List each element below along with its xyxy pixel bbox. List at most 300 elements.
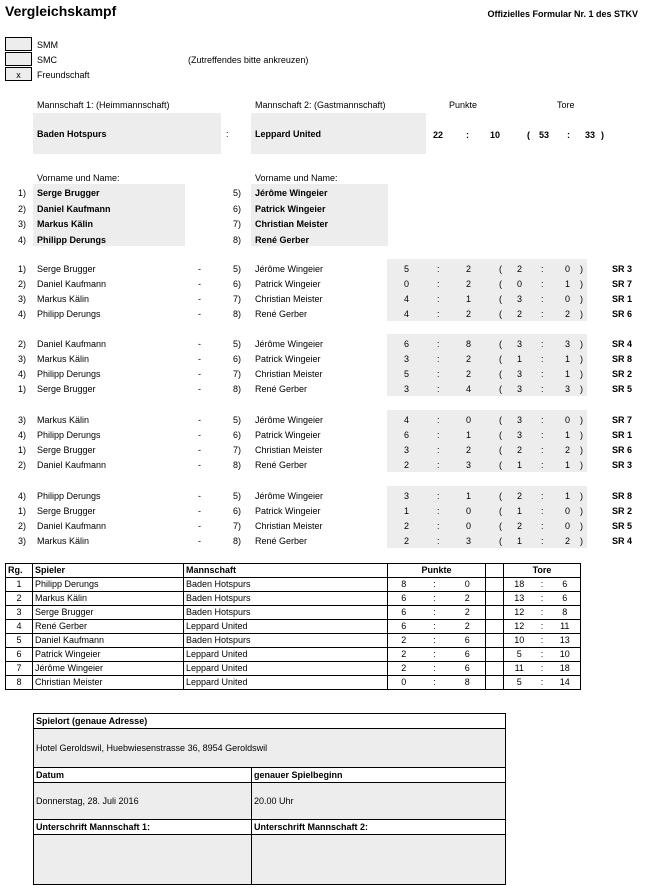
match-home-number: 3)	[18, 415, 27, 425]
match-away-number: 7)	[233, 294, 242, 304]
match-goals-close: )	[580, 279, 583, 289]
match-dash: -	[198, 279, 201, 289]
match-goals-sep: :	[541, 536, 544, 546]
match-home-player: Daniel Kaufmann	[37, 279, 107, 289]
date-field[interactable]: Donnerstag, 28. Juli 2016	[34, 783, 252, 820]
player-cell: Christian Meister	[33, 676, 184, 690]
start-label: genauer Spielbeginn	[252, 768, 506, 783]
match-goals-close: )	[580, 384, 583, 394]
match-points-away[interactable]: 0	[466, 506, 472, 516]
points-label: Punkte	[449, 100, 478, 110]
goals-away-cell: 6	[550, 592, 581, 606]
match-goals-home[interactable]: 3	[517, 415, 523, 425]
match-goals-close: )	[580, 415, 583, 425]
points-home: 22	[433, 130, 444, 140]
match-away-player: Jérôme Wingeier	[255, 264, 324, 274]
match-points-sep: :	[437, 506, 440, 516]
match-goals-sep: :	[541, 491, 544, 501]
match-dash: -	[198, 309, 201, 319]
form-label: Offizielles Formular Nr. 1 des STKV	[487, 9, 638, 19]
match-home-player: Serge Brugger	[37, 445, 96, 455]
spacer-cell	[486, 648, 504, 662]
roster-home-player: Serge Brugger	[37, 188, 100, 198]
match-points-away[interactable]: 4	[466, 384, 472, 394]
match-referee: SR 7	[612, 415, 633, 425]
checkbox-smc[interactable]	[5, 52, 32, 66]
points-sep-cell: :	[420, 662, 450, 676]
goals-away-cell: 8	[550, 606, 581, 620]
rank-cell: 5	[6, 634, 33, 648]
points-away-cell: 6	[450, 634, 486, 648]
team-separator: :	[226, 129, 229, 139]
goals-home-cell: 5	[504, 676, 535, 690]
goals-away-cell: 13	[550, 634, 581, 648]
round-score-field[interactable]	[387, 259, 587, 321]
match-goals-open: (	[499, 279, 502, 289]
match-home-player: Philipp Derungs	[37, 430, 101, 440]
match-points-away[interactable]: 1	[466, 294, 472, 304]
match-goals-away[interactable]: 0	[565, 521, 571, 531]
sign1-label: Unterschrift Mannschaft 1:	[34, 820, 252, 835]
match-points-home[interactable]: 3	[404, 354, 410, 364]
match-home-number: 4)	[18, 369, 27, 379]
points-home-cell: 6	[388, 620, 420, 634]
goals-home-cell: 12	[504, 606, 535, 620]
match-home-number: 1)	[18, 264, 27, 274]
rank-cell: 7	[6, 662, 33, 676]
match-points-home[interactable]: 2	[404, 536, 410, 546]
match-home-number: 2)	[18, 339, 27, 349]
match-goals-open: (	[499, 460, 502, 470]
match-goals-sep: :	[541, 309, 544, 319]
match-home-player: Markus Kälin	[37, 415, 90, 425]
sign1-field[interactable]	[34, 835, 252, 885]
goals-home-cell: 11	[504, 662, 535, 676]
match-goals-home[interactable]: 2	[517, 264, 523, 274]
match-points-sep: :	[437, 354, 440, 364]
roster-home-player: Philipp Derungs	[37, 234, 107, 245]
points-sep-cell: :	[420, 592, 450, 606]
round-score-field[interactable]	[387, 486, 587, 548]
match-home-number: 4)	[18, 430, 27, 440]
match-goals-open: (	[499, 339, 502, 349]
match-points-home[interactable]: 6	[404, 430, 410, 440]
match-points-away[interactable]: 2	[466, 309, 472, 319]
match-home-number: 2)	[18, 521, 27, 531]
player-cell: Philipp Derungs	[33, 578, 184, 592]
match-home-player: Daniel Kaufmann	[37, 460, 107, 470]
match-goals-open: (	[499, 264, 502, 274]
match-referee: SR 5	[612, 521, 633, 531]
player-cell: Patrick Wingeier	[33, 648, 184, 662]
match-home-number: 1)	[18, 384, 27, 394]
match-points-sep: :	[437, 339, 440, 349]
match-away-number: 5)	[233, 264, 242, 274]
match-away-number: 7)	[233, 521, 242, 531]
match-goals-close: )	[580, 354, 583, 364]
match-dash: -	[198, 339, 201, 349]
match-referee: SR 4	[612, 536, 633, 546]
match-away-player: Christian Meister	[255, 369, 323, 379]
match-goals-open: (	[499, 430, 502, 440]
match-points-sep: :	[437, 536, 440, 546]
match-home-player: Markus Kälin	[37, 536, 90, 546]
match-away-number: 5)	[233, 415, 242, 425]
match-referee: SR 8	[612, 491, 633, 501]
match-goals-open: (	[499, 506, 502, 516]
match-points-away[interactable]: 2	[466, 354, 472, 364]
goals-away-cell: 14	[550, 676, 581, 690]
match-goals-open: (	[499, 536, 502, 546]
match-goals-away[interactable]: 2	[565, 309, 571, 319]
roster-home-player: Daniel Kaufmann	[37, 203, 111, 214]
match-away-number: 6)	[233, 279, 242, 289]
match-goals-away[interactable]: 1	[565, 460, 571, 470]
match-goals-sep: :	[541, 460, 544, 470]
match-goals-away[interactable]: 1	[565, 354, 571, 364]
checkbox-freundschaft[interactable]: x	[5, 67, 32, 81]
match-goals-home[interactable]: 1	[517, 536, 523, 546]
checkbox-smm[interactable]	[5, 37, 32, 51]
spacer-cell	[486, 606, 504, 620]
instruction-text: (Zutreffendes bitte ankreuzen)	[188, 55, 309, 65]
points-away-cell: 8	[450, 676, 486, 690]
match-goals-home[interactable]: 3	[517, 294, 523, 304]
match-points-home[interactable]: 0	[404, 279, 410, 289]
match-away-number: 5)	[233, 339, 242, 349]
match-points-home[interactable]: 4	[404, 415, 410, 425]
ranking-row	[6, 606, 581, 620]
match-home-player: Daniel Kaufmann	[37, 339, 107, 349]
team1-label: Mannschaft 1: (Heimmannschaft)	[37, 100, 170, 110]
match-home-player: Markus Kälin	[37, 294, 90, 304]
match-goals-open: (	[499, 521, 502, 531]
roster-home-number: 4)	[18, 234, 27, 245]
ranking-row	[6, 620, 581, 634]
match-referee: SR 6	[612, 445, 633, 455]
match-home-number: 2)	[18, 460, 27, 470]
match-home-number: 3)	[18, 294, 27, 304]
match-away-number: 8)	[233, 384, 242, 394]
match-referee: SR 8	[612, 354, 633, 364]
points-sep-cell: :	[420, 634, 450, 648]
match-home-player: Daniel Kaufmann	[37, 521, 107, 531]
match-goals-close: )	[580, 506, 583, 516]
ranking-row	[6, 578, 581, 592]
match-home-number: 1)	[18, 445, 27, 455]
match-points-away[interactable]: 3	[466, 460, 472, 470]
rank-cell: 3	[6, 606, 33, 620]
team-cell: Baden Hotspurs	[184, 578, 388, 592]
page-title: Vergleichskampf	[5, 3, 117, 19]
goals-sep-cell: :	[535, 634, 550, 648]
match-away-number: 6)	[233, 430, 242, 440]
round-score-field[interactable]	[387, 410, 587, 472]
match-goals-open: (	[499, 369, 502, 379]
points-home-cell: 2	[388, 662, 420, 676]
match-points-home[interactable]: 5	[404, 264, 410, 274]
player-header: Spieler	[33, 564, 184, 578]
match-points-sep: :	[437, 415, 440, 425]
match-points-away[interactable]: 2	[466, 264, 472, 274]
goals-sep-cell: :	[535, 648, 550, 662]
player-cell: René Gerber	[33, 620, 184, 634]
match-goals-home[interactable]: 1	[517, 460, 523, 470]
team-cell: Baden Hotspurs	[184, 592, 388, 606]
ranking-row	[6, 634, 581, 648]
points-home-cell: 2	[388, 648, 420, 662]
player-cell: Daniel Kaufmann	[33, 634, 184, 648]
match-points-away[interactable]: 2	[466, 369, 472, 379]
match-goals-away[interactable]: 0	[565, 506, 571, 516]
match-goals-away[interactable]: 0	[565, 264, 571, 274]
match-points-home[interactable]: 5	[404, 369, 410, 379]
match-goals-close: )	[580, 491, 583, 501]
location-label: Spielort (genaue Adresse)	[34, 714, 506, 729]
match-points-home[interactable]: 4	[404, 294, 410, 304]
match-goals-away[interactable]: 2	[565, 536, 571, 546]
match-referee: SR 3	[612, 460, 633, 470]
match-away-number: 6)	[233, 506, 242, 516]
match-points-sep: :	[437, 491, 440, 501]
sign2-label: Unterschrift Mannschaft 2:	[252, 820, 506, 835]
match-referee: SR 4	[612, 339, 633, 349]
match-goals-sep: :	[541, 294, 544, 304]
match-goals-home[interactable]: 3	[517, 430, 523, 440]
match-goals-sep: :	[541, 445, 544, 455]
match-points-home[interactable]: 2	[404, 521, 410, 531]
match-goals-home[interactable]: 2	[517, 491, 523, 501]
match-goals-away[interactable]: 2	[565, 445, 571, 455]
match-points-home[interactable]: 3	[404, 445, 410, 455]
match-goals-close: )	[580, 369, 583, 379]
match-goals-home[interactable]: 3	[517, 384, 523, 394]
match-goals-close: )	[580, 430, 583, 440]
match-away-number: 5)	[233, 491, 242, 501]
match-referee: SR 3	[612, 264, 633, 274]
match-goals-close: )	[580, 445, 583, 455]
round-score-field[interactable]	[387, 334, 587, 396]
match-away-player: Patrick Wingeier	[255, 506, 321, 516]
match-away-number: 7)	[233, 369, 242, 379]
match-goals-away[interactable]: 0	[565, 294, 571, 304]
match-home-player: Serge Brugger	[37, 264, 96, 274]
goals-sep-cell: :	[535, 662, 550, 676]
match-points-sep: :	[437, 309, 440, 319]
rank-cell: 4	[6, 620, 33, 634]
points-home-cell: 0	[388, 676, 420, 690]
match-goals-away[interactable]: 3	[565, 339, 571, 349]
match-points-sep: :	[437, 460, 440, 470]
match-home-player: Philipp Derungs	[37, 491, 101, 501]
match-away-player: René Gerber	[255, 384, 308, 394]
team-cell: Leppard United	[184, 676, 388, 690]
match-points-sep: :	[437, 445, 440, 455]
goals-header: Tore	[504, 564, 581, 578]
match-goals-close: )	[580, 460, 583, 470]
rank-cell: 1	[6, 578, 33, 592]
match-goals-close: )	[580, 294, 583, 304]
match-referee: SR 1	[612, 294, 633, 304]
match-goals-home[interactable]: 2	[517, 521, 523, 531]
match-goals-home[interactable]: 1	[517, 506, 523, 516]
goals-away-cell: 10	[550, 648, 581, 662]
spacer-cell	[486, 592, 504, 606]
match-away-player: Jérôme Wingeier	[255, 339, 324, 349]
match-away-number: 6)	[233, 354, 242, 364]
roster-home-label: Vorname und Name:	[37, 173, 120, 183]
goals-home-cell: 5	[504, 648, 535, 662]
match-points-home[interactable]: 1	[404, 506, 410, 516]
roster-away-player: Jérôme Wingeier	[255, 188, 328, 198]
match-goals-sep: :	[541, 279, 544, 289]
match-goals-home[interactable]: 1	[517, 354, 523, 364]
goals-sep-cell: :	[535, 606, 550, 620]
team-cell: Baden Hotspurs	[184, 634, 388, 648]
spacer-cell	[486, 662, 504, 676]
label-freundschaft: Freundschaft	[37, 70, 90, 80]
label-smm: SMM	[37, 40, 58, 50]
roster-away-player: Christian Meister	[255, 219, 329, 229]
points-away-cell: 0	[450, 578, 486, 592]
location-field[interactable]: Hotel Geroldswil, Huebwiesenstrasse 36, 8954 Geroldswil	[34, 729, 506, 768]
match-away-number: 8)	[233, 309, 242, 319]
rank-header: Rg.	[6, 564, 33, 578]
goals-home-cell: 12	[504, 620, 535, 634]
points-sep-cell: :	[420, 620, 450, 634]
ranking-table	[5, 563, 581, 690]
match-home-number: 4)	[18, 491, 27, 501]
goals-sep-cell: :	[535, 676, 550, 690]
goals-open: (	[527, 130, 530, 140]
points-home-cell: 6	[388, 606, 420, 620]
match-points-home[interactable]: 6	[404, 339, 410, 349]
match-goals-home[interactable]: 2	[517, 445, 523, 455]
match-points-away[interactable]: 1	[466, 430, 472, 440]
match-dash: -	[198, 536, 201, 546]
match-dash: -	[198, 445, 201, 455]
rank-cell: 2	[6, 592, 33, 606]
roster-away-player: Patrick Wingeier	[255, 203, 326, 214]
match-points-away[interactable]: 0	[466, 415, 472, 425]
roster-away-player: René Gerber	[255, 234, 310, 245]
match-points-away[interactable]: 3	[466, 536, 472, 546]
match-dash: -	[198, 430, 201, 440]
match-goals-open: (	[499, 445, 502, 455]
label-smc: SMC	[37, 55, 57, 65]
match-away-player: Patrick Wingeier	[255, 354, 321, 364]
roster-away-number: 6)	[233, 203, 242, 214]
match-points-away[interactable]: 1	[466, 491, 472, 501]
match-goals-away[interactable]: 1	[565, 430, 571, 440]
match-goals-away[interactable]: 1	[565, 491, 571, 501]
points-home-cell: 2	[388, 634, 420, 648]
points-sep-cell: :	[420, 676, 450, 690]
spacer-cell	[486, 578, 504, 592]
match-goals-open: (	[499, 415, 502, 425]
start-field[interactable]: 20.00 Uhr	[252, 783, 506, 820]
match-goals-home[interactable]: 3	[517, 339, 523, 349]
match-away-number: 8)	[233, 460, 242, 470]
match-points-away[interactable]: 0	[466, 521, 472, 531]
sign2-field[interactable]	[252, 835, 506, 885]
match-away-player: René Gerber	[255, 536, 308, 546]
points-header: Punkte	[388, 564, 486, 578]
match-points-home[interactable]: 3	[404, 384, 410, 394]
match-points-away[interactable]: 8	[466, 339, 472, 349]
points-sep-cell: :	[420, 648, 450, 662]
match-goals-home[interactable]: 2	[517, 309, 523, 319]
match-home-player: Serge Brugger	[37, 384, 96, 394]
match-goals-close: )	[580, 264, 583, 274]
points-sep-cell: :	[420, 578, 450, 592]
match-points-home[interactable]: 3	[404, 491, 410, 501]
ranking-header	[6, 564, 581, 578]
match-dash: -	[198, 369, 201, 379]
match-goals-home[interactable]: 0	[517, 279, 523, 289]
player-cell: Jérôme Wingeier	[33, 662, 184, 676]
match-goals-away[interactable]: 3	[565, 384, 571, 394]
match-away-player: Patrick Wingeier	[255, 430, 321, 440]
match-goals-open: (	[499, 354, 502, 364]
match-goals-home[interactable]: 3	[517, 369, 523, 379]
match-dash: -	[198, 294, 201, 304]
roster-away-number: 7)	[233, 219, 242, 229]
rank-cell: 8	[6, 676, 33, 690]
spacer-cell	[486, 676, 504, 690]
match-goals-away[interactable]: 0	[565, 415, 571, 425]
match-goals-open: (	[499, 384, 502, 394]
match-referee: SR 6	[612, 309, 633, 319]
points-away-cell: 6	[450, 648, 486, 662]
match-goals-close: )	[580, 339, 583, 349]
match-away-number: 7)	[233, 445, 242, 455]
goals-home-cell: 10	[504, 634, 535, 648]
goals-away-cell: 6	[550, 578, 581, 592]
points-home-cell: 6	[388, 592, 420, 606]
match-dash: -	[198, 384, 201, 394]
match-dash: -	[198, 506, 201, 516]
match-dash: -	[198, 460, 201, 470]
match-goals-close: )	[580, 309, 583, 319]
match-points-sep: :	[437, 264, 440, 274]
goals-home-cell: 18	[504, 578, 535, 592]
goals-sep: :	[567, 130, 570, 140]
match-home-player: Markus Kälin	[37, 354, 90, 364]
ranking-row	[6, 662, 581, 676]
match-points-home[interactable]: 2	[404, 460, 410, 470]
roster-home-number: 3)	[18, 219, 27, 229]
match-home-number: 3)	[18, 536, 27, 546]
match-referee: SR 2	[612, 506, 633, 516]
match-goals-close: )	[580, 521, 583, 531]
match-away-number: 8)	[233, 536, 242, 546]
match-points-away[interactable]: 2	[466, 445, 472, 455]
match-goals-sep: :	[541, 354, 544, 364]
ranking-row	[6, 676, 581, 690]
match-away-player: Jérôme Wingeier	[255, 491, 324, 501]
match-points-away[interactable]: 2	[466, 279, 472, 289]
match-referee: SR 7	[612, 279, 633, 289]
goals-home: 53	[539, 130, 550, 140]
match-goals-away[interactable]: 1	[565, 279, 571, 289]
points-away: 10	[490, 130, 501, 140]
match-dash: -	[198, 521, 201, 531]
points-sep-cell: :	[420, 606, 450, 620]
match-away-player: Jérôme Wingeier	[255, 415, 324, 425]
match-points-home[interactable]: 4	[404, 309, 410, 319]
match-goals-away[interactable]: 1	[565, 369, 571, 379]
